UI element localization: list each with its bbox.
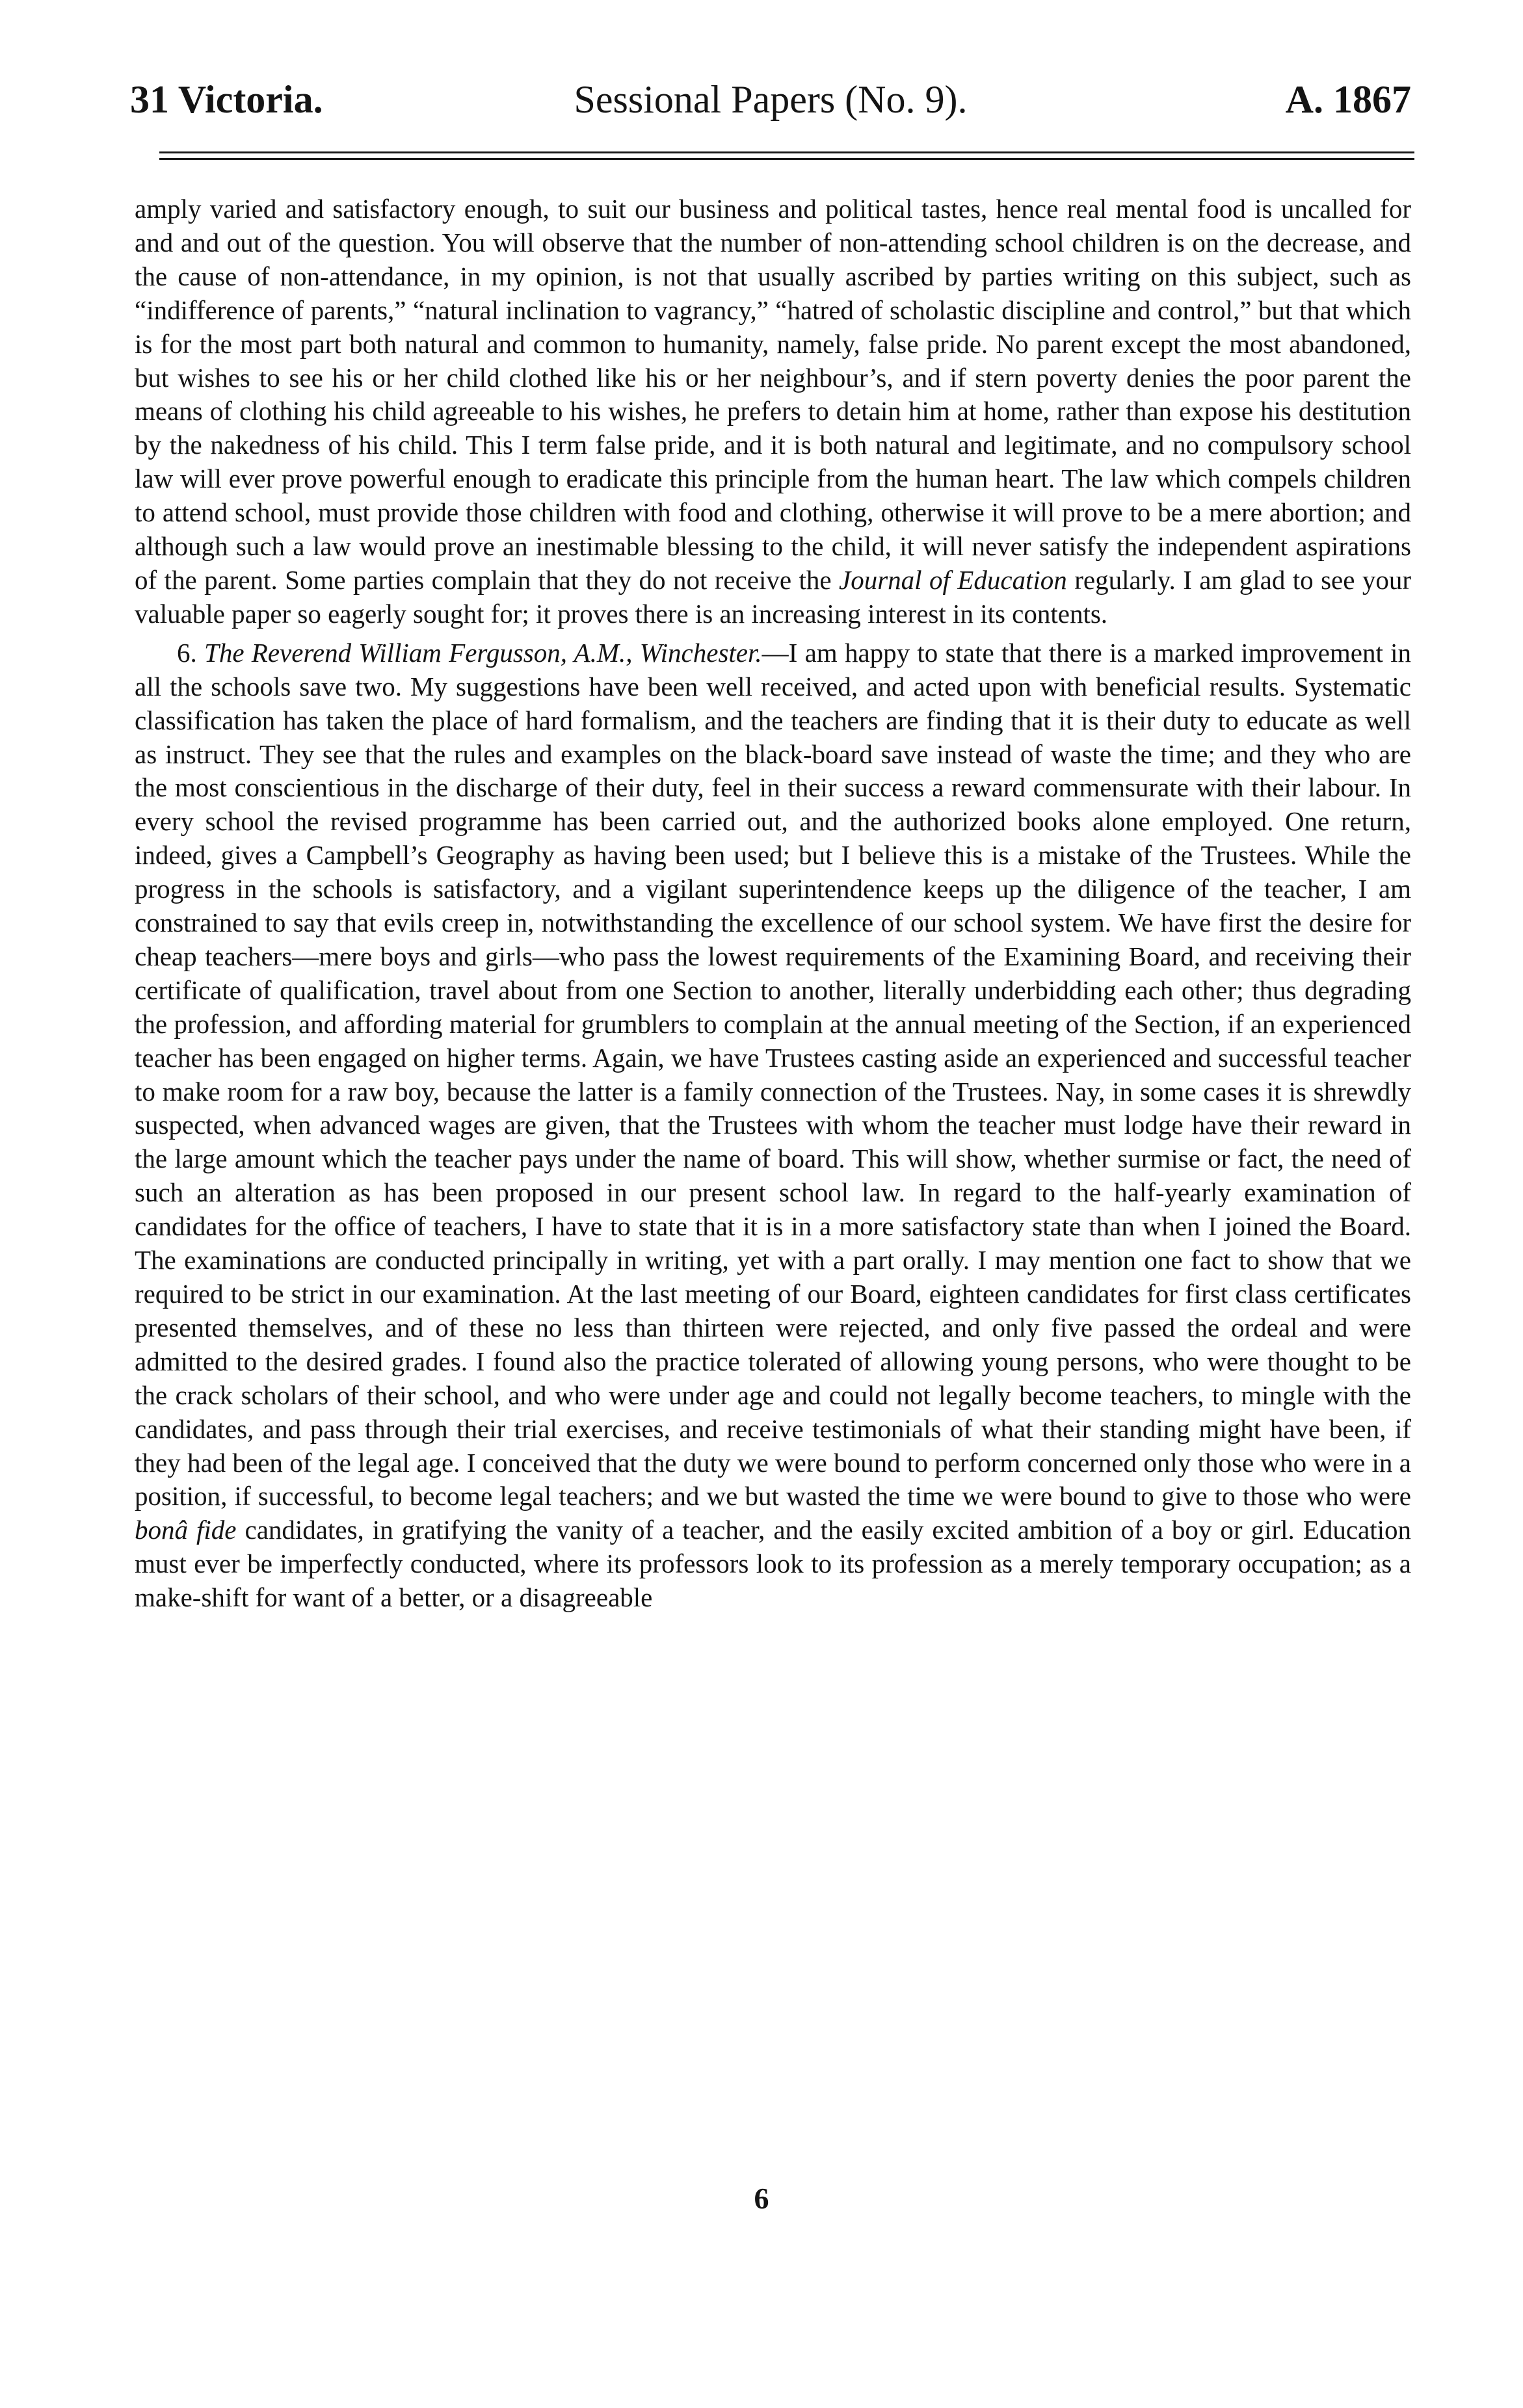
header-year: A. 1867 bbox=[1285, 78, 1411, 121]
paragraph-6-text-a: —I am happy to state that there is a marked improvement in all the schools save two. My suggestions have been well received, and acted upon with beneficial results. Systematic classification has taken the place of hard formalism, and the teachers are finding that it is their duty to educate as well as instruct. They see that the rules and examples on the black-board save instead of waste the time; and they who are the most conscientious in the discharge of their duty, feel in their success a reward commensurate with their labour. In every school the revised programme has been carried out, and the authorized books alone employed. One return, indeed, gives a Campbell’s Geography as having been used; but I believe this is a mistake of the Trustees. While the progress in the schools is satisfactory, and a vigilant superintendence keeps up the diligence of the teacher, I am constrained to say that evils creep in, notwithstanding the excellence of our school system. We have first the desire for cheap teachers—mere boys and girls—who pass the lowest requirements of the Examining Board, and receiving their certificate of qualification, travel about from one Section to another, literally underbidding each other; thus degrading the profession, and affording material for grumblers to complain at the annual meeting of the Section, if an experienced teacher has been engaged on higher terms. Again, we have Trustees casting aside an experienced and successful teacher to make room for a raw boy, because the latter is a family connection of the Trustees. Nay, in some cases it is shrewdly suspected, when advanced wages are given, that the Trustees with whom the teacher must lodge have their reward in the large amount which the teacher pays under the name of board. This will show, whether surmise or fact, the need of such an alteration as has been proposed in our present school law. In regard to the half-yearly examination of candidates for the office of teachers, I have to state that it is in a more satisfactory state than when I joined the Board. The examinations are conducted principally in writing, yet with a part orally. I may mention one fact to show that we required to be strict in our examination. At the last meeting of our Board, eighteen candidates for first class certificates presented themselves, and of these no less than thirteen were rejected, and only five passed the ordeal and were admitted to the desired grades. I found also the practice tolerated of allowing young persons, who were thought to be the crack scholars of their school, and who were under age and could not legally become teachers, to mingle with the candidates, and pass through their trial exercises, and receive testimonials of what their standing might have been, if they had been of the legal age. I conceived that the duty we were bound to perform concerned only those who were in a position, if successful, to become legal teachers; and we but wasted the time we were bound to give to those who were bbox=[135, 637, 1412, 1512]
paragraph-number: 6. bbox=[177, 637, 205, 668]
running-head bbox=[130, 70, 1411, 129]
journal-title: Journal of Education bbox=[839, 564, 1067, 595]
paragraph-1-text-b: regularly. I am glad to see your valuable paper so eagerly sought for; it proves there is an increasing interest in its contents. bbox=[135, 564, 1411, 629]
paragraph-continuation bbox=[135, 192, 1411, 631]
paragraph-1-text-a: amply varied and satisfactory enough, to suit our business and political tastes, hence real mental food is uncalled for and and out of the question. You will observe that the number of non-attending school children is on the decrease, and the cause of non-attendance, in my opinion, is not that usually ascribed by parties writing on this subject, such as “indifference of parents,” “natural inclination to vagrancy,” “hatred of scholastic discipline and control,” but that which is for the most part both natural and common to humanity, namely, false pride. No parent except the most abandoned, but wishes to see his or her child clothed like his or her neighbour’s, and if stern poverty denies the poor parent the means of clothing his child agreeable to his wishes, he prefers to detain him at home, rather than expose his destitution by the nakedness of his child. This I term false pride, and it is both natural and legitimate, and no compulsory school law will ever prove powerful enough to eradicate this principle from the human heart. The law which compels children to attend school, must provide those children with food and clothing, otherwise it will prove to be a mere abortion; and although such a law would prove an inestimable blessing to the child, it will never satisfy the independent aspirations of the parent. Some parties complain that they do not receive the bbox=[135, 194, 1411, 595]
page-number: 6 bbox=[754, 2182, 769, 2215]
header-title: Sessional Papers (No. 9). bbox=[574, 78, 968, 121]
header-session: 31 Victoria. bbox=[130, 78, 323, 121]
body-text bbox=[135, 192, 1411, 1615]
paragraph-6 bbox=[135, 636, 1411, 1615]
header-rule-bottom bbox=[159, 158, 1414, 160]
report-author: The Reverend William Fergusson, A.M., Winchester. bbox=[204, 637, 762, 668]
paragraph-6-text-b: candidates, in gratifying the vanity of a teacher, and the easily excited ambition of a boy or girl. Education must ever be imperfectly conducted, where its professors look to its profession as a merely temporary occupation; as a make-shift for want of a better, or a disagreeable bbox=[135, 1515, 1411, 1613]
bona-fide-phrase: bonâ fide bbox=[135, 1515, 237, 1545]
header-rule-top bbox=[159, 151, 1414, 153]
